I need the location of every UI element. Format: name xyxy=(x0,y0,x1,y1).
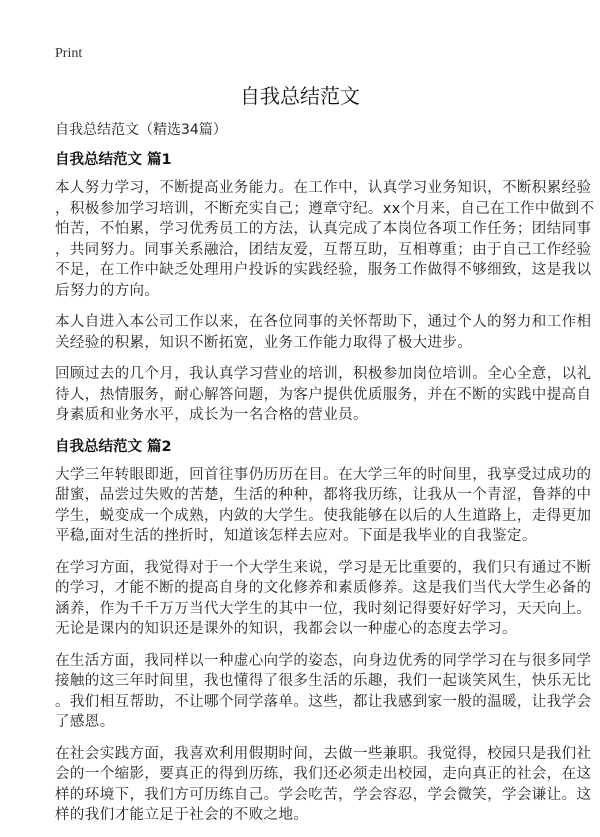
sections xyxy=(55,150,595,826)
paragraph-line: 在学习方面，我觉得对于一个大学生来说，学习是无比重要的，我们只有通过不断 xyxy=(55,559,592,576)
section-heading: 自我总结范文 篇2 xyxy=(55,438,172,455)
section xyxy=(55,150,595,426)
section-heading: 自我总结范文 篇1 xyxy=(55,152,172,168)
paragraph xyxy=(55,465,592,547)
paragraph-line: 甜蜜，品尝过失败的苦楚，生活的种种，都将我历练，让我从一个青涩，鲁莽的中 xyxy=(55,487,592,503)
paragraph-line: 的学习，才能不断的提高自身的文化修养和素质修养。这是我们当代大学生必备的 xyxy=(55,580,592,596)
paragraph-line: 待人，热情服务，耐心解答问题，为客户提供优质服务，并在不断的实践中提高自 xyxy=(55,386,592,403)
paragraph-line: 涵养，作为千千万万当代大学生的其中一位，我时刻记得要好好学习，天天向上。 xyxy=(55,600,592,617)
document-body xyxy=(55,120,595,837)
paragraph xyxy=(55,744,592,826)
paragraph xyxy=(55,651,592,733)
paragraph-line: 本人努力学习，不断提高业务能力。在工作中，认真学习业务知识，不断积累经验 xyxy=(55,180,592,196)
print-link[interactable]: Print xyxy=(55,46,83,61)
paragraph xyxy=(55,558,592,640)
section xyxy=(55,437,592,826)
paragraph-line: 关经验的积累，知识不断拓宽，业务工作能力取得了极大进步。 xyxy=(55,334,473,351)
paragraph-line: 身素质和业务水平，成长为一名合格的营业员。 xyxy=(55,407,368,423)
paragraph-line: 大学三年转眼即逝，回首往事仍历历在目。在大学三年的时间里，我享受过成功的 xyxy=(55,466,592,483)
paragraph-line: 不足，在工作中缺乏处理用户投诉的实践经验，服务工作做得不够细致，这是我以 xyxy=(55,262,592,278)
paragraph-line: 回顾过去的几个月，我认真学习营业的培训，积极参加岗位培训。全心全意，以礼 xyxy=(55,366,592,382)
paragraph-line: 。我们相互帮助，不让哪个同学落单。这些，都让我感到家一般的温暖，让我学会 xyxy=(55,693,592,710)
paragraph-line: 后努力的方向。 xyxy=(55,282,160,299)
paragraph-line: 怕苦，不怕累，学习优秀员工的方法，认真完成了本岗位各项工作任务；团结同事 xyxy=(55,221,592,237)
paragraph-line: 在生活方面，我同样以一种虚心向学的姿态，向身边优秀的同学学习在与很多同学 xyxy=(55,652,592,669)
paragraph-line: 无论是课内的知识还是课外的知识，我都会以一种虚心的态度去学习。 xyxy=(55,621,517,637)
paragraph-line: 学生，蜕变成一个成熟，内敛的大学生。使我能够在以后的人生道路上，走得更加 xyxy=(55,507,592,524)
paragraph-line: 在社会实践方面，我喜欢利用假期时间，去做一些兼职。我觉得，校园只是我们社 xyxy=(55,745,592,762)
paragraph-line: 了感恩。 xyxy=(55,714,115,730)
paragraph-line: 平稳,面对生活的挫折时，知道该怎样去应对。下面是我毕业的自我鉴定。 xyxy=(55,528,537,544)
paragraph xyxy=(55,178,595,301)
paragraph xyxy=(55,364,592,426)
paragraph xyxy=(55,312,592,353)
page-title: 自我总结范文 xyxy=(240,84,360,108)
paragraph-line: 样的环境下，我们方可历练自己。学会吃苦，学会容忍，学会微笑，学会谦让。这 xyxy=(55,786,592,803)
paragraph-line: 接触的这三年时间里，我也懂得了很多生活的乐趣，我们一起谈笑风生，快乐无比 xyxy=(55,673,592,689)
document-subtitle: 自我总结范文（精选34篇） xyxy=(55,122,227,138)
paragraph-line: 本人自进入本公司工作以来，在各位同事的关怀帮助下，通过个人的努力和工作相 xyxy=(55,314,592,330)
paragraph-line: ，共同努力。同事关系融洽，团结友爱，互帮互助，互相尊重；由于自己工作经验 xyxy=(55,241,592,258)
paragraph-line: ，积极参加学习培训，不断充实自己；遵章守纪。xx个月来，自己在工作中做到不 xyxy=(55,200,595,217)
paragraph-line: 样的我们才能立足于社会的不败之地。 xyxy=(55,807,309,823)
paragraph-line: 会的一个缩影，要真正的得到历练，我们还必须走出校园，走向真正的社会，在这 xyxy=(55,766,592,782)
